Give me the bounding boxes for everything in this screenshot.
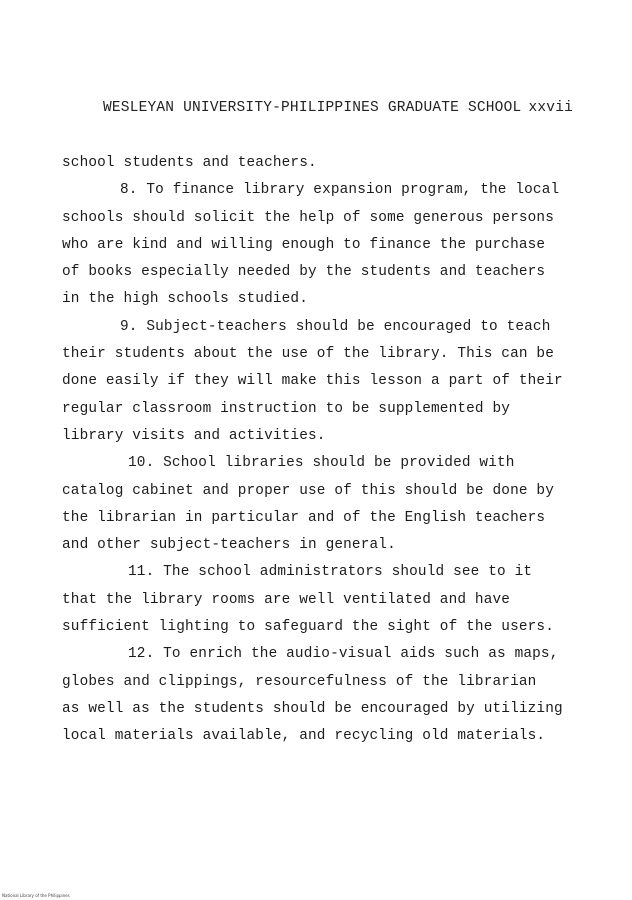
text-line: library visits and activities. (62, 427, 326, 444)
text-line: and other subject-teachers in general. (62, 537, 396, 554)
text-line: sufficient lighting to safeguard the sight of the users. (62, 619, 555, 636)
footer-note: National Library of the Philippines (2, 893, 70, 898)
text-line: 11. The school administrators should see to it (128, 564, 533, 581)
text-line: schools should solicit the help of some generous persons (62, 209, 555, 226)
text-line: 9. Subject-teachers should be encouraged to teach (120, 318, 551, 335)
text-line: who are kind and willing enough to finance the purchase (62, 236, 546, 253)
text-line: done easily if they will make this lesson a part of their (62, 373, 563, 390)
text-line: school students and teachers. (62, 155, 317, 171)
text-line: the librarian in particular and of the English teachers (62, 509, 546, 526)
body-text (62, 150, 582, 751)
text-line: catalog cabinet and proper use of this should be done by (62, 482, 555, 499)
text-line: their students about the use of the library. This can be (62, 346, 555, 363)
page-header (103, 100, 573, 116)
text-line: local materials available, and recycling old materials. (62, 728, 546, 745)
text-line: globes and clippings, resourcefulness of the librarian (62, 673, 537, 690)
text-line: in the high schools studied. (62, 291, 309, 308)
text-line: regular classroom instruction to be supplemented by (62, 400, 511, 417)
text-line: 8. To finance library expansion program, the local (120, 182, 560, 199)
text-line: 12. To enrich the audio-visual aids such as maps, (128, 646, 559, 663)
text-line: of books especially needed by the students and teachers (62, 264, 546, 281)
page-number: xxvii (528, 100, 573, 116)
text-line: that the library rooms are well ventilated and have (62, 591, 511, 608)
text-line: 10. School libraries should be provided with (128, 455, 515, 472)
text-line: as well as the students should be encouraged by utilizing (62, 700, 563, 717)
header-title: WESLEYAN UNIVERSITY-PHILIPPINES GRADUATE SCHOOL (103, 100, 522, 116)
